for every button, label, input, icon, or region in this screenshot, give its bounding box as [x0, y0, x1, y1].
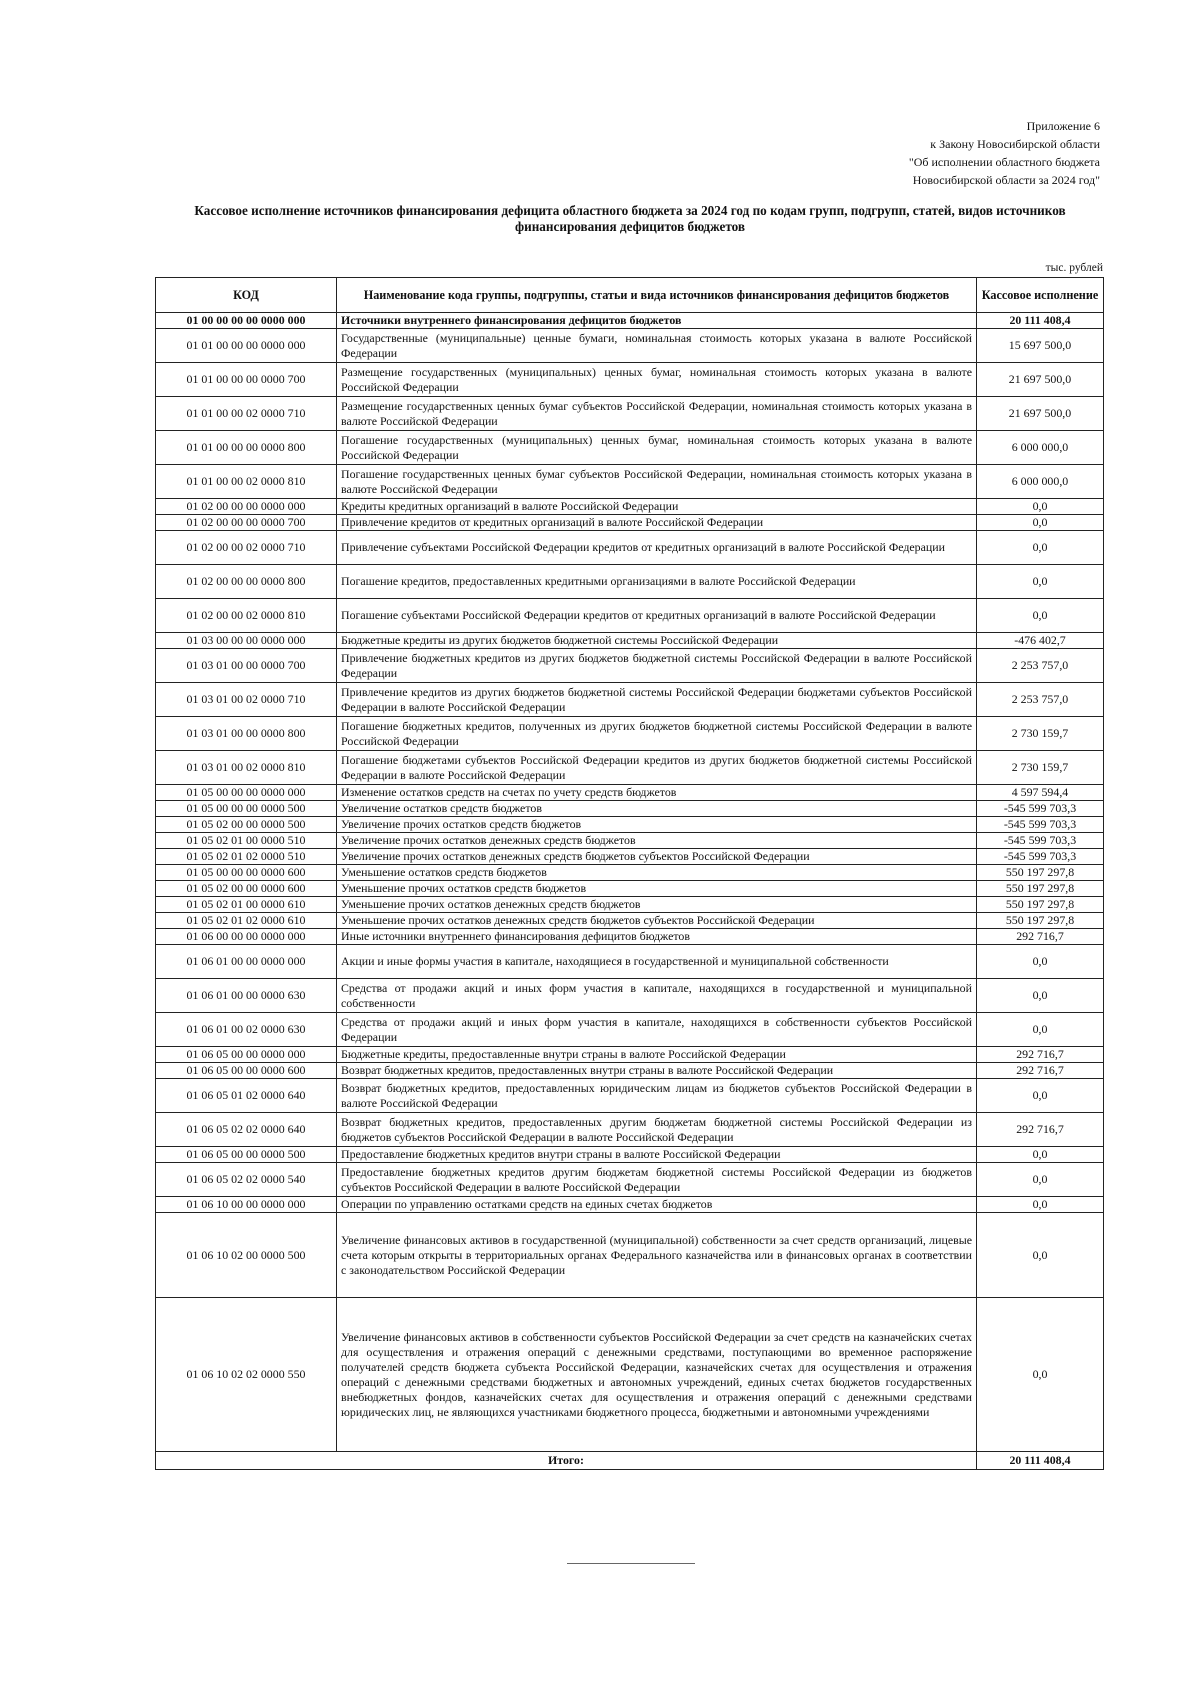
- table-row: [156, 849, 1104, 865]
- table-row: [156, 1147, 1104, 1163]
- row-name: Уменьшение прочих остатков денежных средств бюджетов: [337, 897, 977, 913]
- table-row: [156, 945, 1104, 979]
- row-name: Акции и иные формы участия в капитале, находящиеся в государственной и муниципальной собственности: [337, 945, 977, 979]
- row-value: 0,0: [977, 1197, 1104, 1213]
- row-value: 2 253 757,0: [977, 649, 1104, 683]
- table-row: [156, 913, 1104, 929]
- row-value: 550 197 297,8: [977, 881, 1104, 897]
- table-body: [156, 313, 1104, 1452]
- appendix-line: Приложение 6: [1026, 119, 1100, 133]
- table-row: [156, 313, 1104, 329]
- row-value: 0,0: [977, 1213, 1104, 1298]
- appendix-note: [680, 117, 1100, 189]
- table-row: [156, 531, 1104, 565]
- row-value: 2 730 159,7: [977, 717, 1104, 751]
- row-value: 0,0: [977, 599, 1104, 633]
- row-code: 01 06 10 02 02 0000 550: [156, 1298, 337, 1452]
- row-code: 01 05 02 01 00 0000 610: [156, 897, 337, 913]
- document-title: Кассовое исполнение источников финансирования дефицита областного бюджета за 2024 год по кодам групп, подгрупп, статей, видов источников финансирования дефицитов бюджетов: [194, 203, 1066, 234]
- total-value: 20 111 408,4: [977, 1452, 1104, 1470]
- table-row: [156, 865, 1104, 881]
- row-value: 15 697 500,0: [977, 329, 1104, 363]
- row-code: 01 02 00 00 00 0000 800: [156, 565, 337, 599]
- row-value: 292 716,7: [977, 929, 1104, 945]
- row-name: Размещение государственных (муниципальных) ценных бумаг, номинальная стоимость которых указана в валюте Российской Федерации: [337, 363, 977, 397]
- table-row: [156, 1079, 1104, 1113]
- row-name: Источники внутреннего финансирования дефицитов бюджетов: [337, 313, 977, 329]
- row-value: 6 000 000,0: [977, 431, 1104, 465]
- table-row: [156, 785, 1104, 801]
- table-row: [156, 431, 1104, 465]
- row-name: Привлечение бюджетных кредитов из других бюджетов бюджетной системы Российской Федерации в валюте Российской Федерации: [337, 649, 977, 683]
- header-code: КОД: [156, 278, 337, 313]
- row-value: 2 730 159,7: [977, 751, 1104, 785]
- row-code: 01 03 01 00 00 0000 800: [156, 717, 337, 751]
- row-name: Кредиты кредитных организаций в валюте Российской Федерации: [337, 499, 977, 515]
- table-row: [156, 881, 1104, 897]
- row-code: 01 01 00 00 02 0000 710: [156, 397, 337, 431]
- row-value: 550 197 297,8: [977, 897, 1104, 913]
- row-code: 01 06 05 02 02 0000 540: [156, 1163, 337, 1197]
- row-code: 01 05 02 01 02 0000 510: [156, 849, 337, 865]
- row-value: -545 599 703,3: [977, 801, 1104, 817]
- row-code: 01 05 02 00 00 0000 600: [156, 881, 337, 897]
- row-value: 292 716,7: [977, 1063, 1104, 1079]
- table-header-row: [156, 278, 1104, 313]
- row-code: 01 06 05 00 00 0000 000: [156, 1047, 337, 1063]
- row-value: 0,0: [977, 1163, 1104, 1197]
- row-name: Погашение бюджетных кредитов, полученных из других бюджетов бюджетной системы Российской Федерации в валюте Российской Федерации: [337, 717, 977, 751]
- row-name: Возврат бюджетных кредитов, предоставленных другим бюджетам бюджетной системы Российской Федерации из бюджетов субъектов Российской Федерации в валюте Российской Федерации: [337, 1113, 977, 1147]
- row-name: Погашение государственных (муниципальных) ценных бумаг, номинальная стоимость которых указана в валюте Российской Федерации: [337, 431, 977, 465]
- row-value: 0,0: [977, 565, 1104, 599]
- table-row: [156, 717, 1104, 751]
- row-name: Предоставление бюджетных кредитов другим бюджетам бюджетной системы Российской Федерации из бюджетов субъектов Российской Федерации в валюте Российской Федерации: [337, 1163, 977, 1197]
- row-value: -545 599 703,3: [977, 849, 1104, 865]
- row-code: 01 00 00 00 00 0000 000: [156, 313, 337, 329]
- row-name: Погашение кредитов, предоставленных кредитными организациями в валюте Российской Федерации: [337, 565, 977, 599]
- row-value: 550 197 297,8: [977, 865, 1104, 881]
- header-value: Кассовое исполнение: [977, 278, 1104, 313]
- row-name: Уменьшение прочих остатков средств бюджетов: [337, 881, 977, 897]
- row-code: 01 05 00 00 00 0000 000: [156, 785, 337, 801]
- table-row: [156, 515, 1104, 531]
- row-value: -545 599 703,3: [977, 817, 1104, 833]
- row-name: Привлечение субъектами Российской Федерации кредитов от кредитных организаций в валюте Российской Федерации: [337, 531, 977, 565]
- row-name: Погашение субъектами Российской Федерации кредитов от кредитных организаций в валюте Российской Федерации: [337, 599, 977, 633]
- appendix-line: "Об исполнении областного бюджета: [908, 155, 1100, 169]
- row-name: Увеличение прочих остатков денежных средств бюджетов субъектов Российской Федерации: [337, 849, 977, 865]
- row-value: 0,0: [977, 1147, 1104, 1163]
- row-name: Увеличение прочих остатков средств бюджетов: [337, 817, 977, 833]
- row-name: Привлечение кредитов из других бюджетов бюджетной системы Российской Федерации бюджетами субъектов Российской Федерации в валюте Российской Федерации: [337, 683, 977, 717]
- table-row: [156, 363, 1104, 397]
- row-code: 01 03 00 00 00 0000 000: [156, 633, 337, 649]
- total-label: Итого:: [156, 1452, 977, 1470]
- row-code: 01 03 01 00 02 0000 710: [156, 683, 337, 717]
- table-row: [156, 499, 1104, 515]
- row-name: Возврат бюджетных кредитов, предоставленных юридическим лицам из бюджетов субъектов Российской Федерации в валюте Российской Федерации: [337, 1079, 977, 1113]
- table-row: [156, 329, 1104, 363]
- table-row: [156, 565, 1104, 599]
- row-code: 01 02 00 00 00 0000 700: [156, 515, 337, 531]
- table-row: [156, 683, 1104, 717]
- row-name: Средства от продажи акций и иных форм участия в капитале, находящихся в государственной и муниципальной собственности: [337, 979, 977, 1013]
- row-code: 01 06 10 00 00 0000 000: [156, 1197, 337, 1213]
- row-value: 0,0: [977, 1298, 1104, 1452]
- row-code: 01 06 05 00 00 0000 600: [156, 1063, 337, 1079]
- row-name: Увеличение финансовых активов в собственности субъектов Российской Федерации за счет средств на казначейских счетах для осуществления и отражения операций с денежными средствами, поступающими во временное распоряжение получателей средств бюджета субъекта Российской Федерации, казначейских счетах для осуществления и отражения операций с денежными средствами бюджетных и автономных учреждений, единых счетах бюджетов государственных внебюджетных фондов, казначейских счетах для осуществления и отражения операций с денежными средствами юридических лиц, не являющихся участниками бюджетного процесса, бюджетными и автономными учреждениями: [337, 1298, 977, 1452]
- row-name: Предоставление бюджетных кредитов внутри страны в валюте Российской Федерации: [337, 1147, 977, 1163]
- row-code: 01 02 00 00 00 0000 000: [156, 499, 337, 515]
- row-code: 01 06 10 02 00 0000 500: [156, 1213, 337, 1298]
- row-name: Средства от продажи акций и иных форм участия в капитале, находящихся в собственности субъектов Российской Федерации: [337, 1013, 977, 1047]
- row-value: 4 597 594,4: [977, 785, 1104, 801]
- row-value: 0,0: [977, 1079, 1104, 1113]
- table-row: [156, 897, 1104, 913]
- row-code: 01 02 00 00 02 0000 710: [156, 531, 337, 565]
- table-row: [156, 979, 1104, 1013]
- row-code: 01 02 00 00 02 0000 810: [156, 599, 337, 633]
- row-value: 292 716,7: [977, 1113, 1104, 1147]
- table-row: [156, 1163, 1104, 1197]
- row-name: Бюджетные кредиты, предоставленные внутри страны в валюте Российской Федерации: [337, 1047, 977, 1063]
- row-name: Погашение бюджетами субъектов Российской Федерации кредитов из других бюджетов бюджетной системы Российской Федерации в валюте Российской Федерации: [337, 751, 977, 785]
- table-row: [156, 929, 1104, 945]
- row-code: 01 05 02 00 00 0000 500: [156, 817, 337, 833]
- table-row: [156, 649, 1104, 683]
- row-code: 01 05 02 01 02 0000 610: [156, 913, 337, 929]
- row-code: 01 01 00 00 00 0000 700: [156, 363, 337, 397]
- row-value: 0,0: [977, 515, 1104, 531]
- row-code: 01 05 00 00 00 0000 600: [156, 865, 337, 881]
- row-value: -476 402,7: [977, 633, 1104, 649]
- table-row: [156, 817, 1104, 833]
- row-value: 550 197 297,8: [977, 913, 1104, 929]
- row-name: Увеличение прочих остатков денежных средств бюджетов: [337, 833, 977, 849]
- row-code: 01 01 00 00 02 0000 810: [156, 465, 337, 499]
- table-row: [156, 833, 1104, 849]
- header-name: Наименование кода группы, подгруппы, статьи и вида источников финансирования дефицитов бюджетов: [337, 278, 977, 313]
- row-code: 01 05 02 01 00 0000 510: [156, 833, 337, 849]
- table-row: [156, 1298, 1104, 1452]
- row-code: 01 06 00 00 00 0000 000: [156, 929, 337, 945]
- table-row: [156, 1213, 1104, 1298]
- row-name: Государственные (муниципальные) ценные бумаги, номинальная стоимость которых указана в валюте Российской Федерации: [337, 329, 977, 363]
- table-row: [156, 633, 1104, 649]
- row-value: 21 697 500,0: [977, 363, 1104, 397]
- table-row: [156, 751, 1104, 785]
- row-value: 0,0: [977, 531, 1104, 565]
- footer-divider: [567, 1563, 695, 1564]
- row-name: Увеличение остатков средств бюджетов: [337, 801, 977, 817]
- unit-label: тыс. рублей: [1045, 262, 1103, 274]
- row-name: Погашение государственных ценных бумаг субъектов Российской Федерации, номинальная стоимость которых указана в валюте Российской Федерации: [337, 465, 977, 499]
- row-code: 01 05 00 00 00 0000 500: [156, 801, 337, 817]
- row-name: Операции по управлению остатками средств на единых счетах бюджетов: [337, 1197, 977, 1213]
- table-row: [156, 599, 1104, 633]
- budget-table: [155, 277, 1104, 1470]
- row-name: Бюджетные кредиты из других бюджетов бюджетной системы Российской Федерации: [337, 633, 977, 649]
- row-name: Возврат бюджетных кредитов, предоставленных внутри страны в валюте Российской Федерации: [337, 1063, 977, 1079]
- row-code: 01 06 05 02 02 0000 640: [156, 1113, 337, 1147]
- table-row: [156, 1113, 1104, 1147]
- table-row: [156, 397, 1104, 431]
- row-name: Размещение государственных ценных бумаг субъектов Российской Федерации, номинальная стоимость которых указана в валюте Российской Федерации: [337, 397, 977, 431]
- row-code: 01 06 05 01 02 0000 640: [156, 1079, 337, 1113]
- row-code: 01 06 01 00 00 0000 630: [156, 979, 337, 1013]
- row-name: Уменьшение остатков средств бюджетов: [337, 865, 977, 881]
- appendix-line: Новосибирской области за 2024 год": [912, 173, 1100, 187]
- row-name: Иные источники внутреннего финансирования дефицитов бюджетов: [337, 929, 977, 945]
- row-name: Увеличение финансовых активов в государственной (муниципальной) собственности за счет средств организаций, лицевые счета которым открыты в территориальных органах Федерального казначейства или в финансовых органах в соответствии с законодательством Российской Федерации: [337, 1213, 977, 1298]
- appendix-line: к Закону Новосибирской области: [930, 137, 1100, 151]
- row-value: 292 716,7: [977, 1047, 1104, 1063]
- row-code: 01 01 00 00 00 0000 800: [156, 431, 337, 465]
- row-value: 0,0: [977, 1013, 1104, 1047]
- row-value: 21 697 500,0: [977, 397, 1104, 431]
- row-code: 01 01 00 00 00 0000 000: [156, 329, 337, 363]
- row-value: 6 000 000,0: [977, 465, 1104, 499]
- row-value: 0,0: [977, 979, 1104, 1013]
- row-value: 0,0: [977, 945, 1104, 979]
- row-value: 20 111 408,4: [977, 313, 1104, 329]
- row-code: 01 06 01 00 02 0000 630: [156, 1013, 337, 1047]
- row-name: Привлечение кредитов от кредитных организаций в валюте Российской Федерации: [337, 515, 977, 531]
- table-row: [156, 1013, 1104, 1047]
- table-row: [156, 465, 1104, 499]
- row-value: 0,0: [977, 499, 1104, 515]
- row-name: Уменьшение прочих остатков денежных средств бюджетов субъектов Российской Федерации: [337, 913, 977, 929]
- row-value: 2 253 757,0: [977, 683, 1104, 717]
- row-code: 01 06 01 00 00 0000 000: [156, 945, 337, 979]
- table-row: [156, 1047, 1104, 1063]
- row-code: 01 06 05 00 00 0000 500: [156, 1147, 337, 1163]
- row-value: -545 599 703,3: [977, 833, 1104, 849]
- row-code: 01 03 01 00 02 0000 810: [156, 751, 337, 785]
- table-row: [156, 801, 1104, 817]
- table-row: [156, 1063, 1104, 1079]
- total-row: [156, 1452, 1104, 1470]
- row-code: 01 03 01 00 00 0000 700: [156, 649, 337, 683]
- row-name: Изменение остатков средств на счетах по учету средств бюджетов: [337, 785, 977, 801]
- table-row: [156, 1197, 1104, 1213]
